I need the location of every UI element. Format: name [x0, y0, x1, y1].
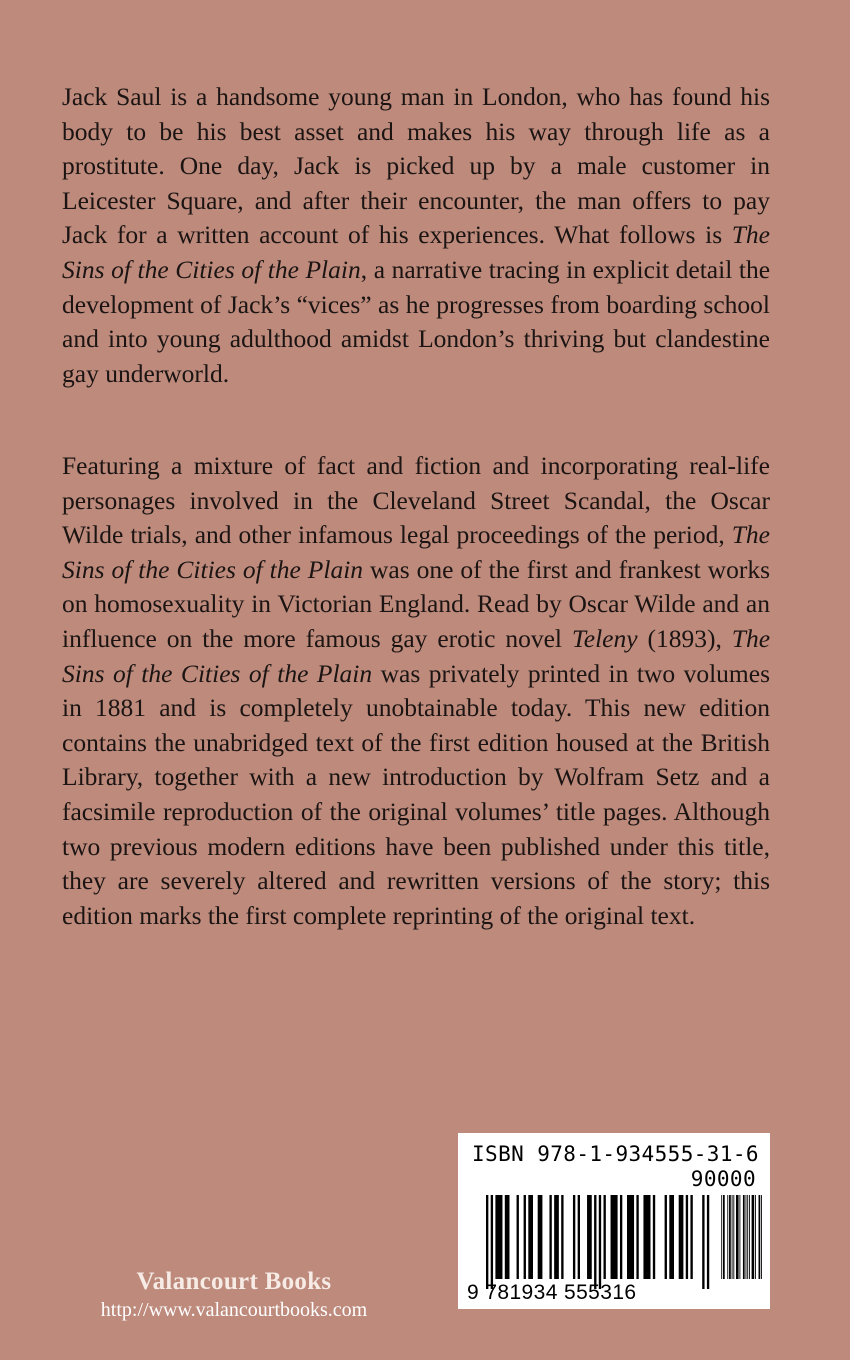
ean-digits: 9 781934 555316 [467, 1281, 637, 1304]
price-barcode-bar [755, 1195, 756, 1279]
price-barcode-bar [759, 1195, 761, 1279]
barcode-bar [627, 1195, 634, 1279]
barcode-bar [538, 1195, 543, 1279]
barcode-bar [604, 1195, 606, 1279]
barcode-bar [505, 1195, 510, 1279]
publisher-block [62, 1267, 406, 1323]
price-barcode-bar [732, 1195, 733, 1279]
price-barcode-bar [739, 1195, 740, 1279]
paragraph-1-text-b: , a narrative tracing in explicit detail the development of Jack’s “vices” as he progresses from boarding school and into young adulthood amidst London’s thriving but clandestine gay underworld. [62, 254, 771, 388]
barcode-bar [554, 1195, 559, 1279]
book-title-italic: The Sins of the Cities of the Plain [62, 520, 770, 584]
price-barcode-bar [733, 1195, 734, 1279]
description-paragraph-2 [62, 449, 770, 933]
barcode-bar [573, 1195, 575, 1279]
barcode-bar [643, 1195, 650, 1279]
publisher-url[interactable]: http://www.valancourtbooks.com [100, 1299, 368, 1321]
publisher-name: Valancourt Books [136, 1268, 332, 1295]
barcode-bar [653, 1195, 655, 1279]
price-barcode-bar [761, 1195, 762, 1279]
price-barcode-bar [729, 1195, 731, 1279]
price-barcode-bar [749, 1195, 750, 1279]
isbn-barcode-box [458, 1133, 770, 1309]
barcode-bar [517, 1195, 519, 1279]
price-barcode-bar [721, 1195, 722, 1279]
barcode-bar [669, 1195, 674, 1279]
barcode-bar [686, 1195, 688, 1279]
barcode-bar [524, 1195, 526, 1279]
barcode-bar [578, 1195, 580, 1279]
barcode-bar [690, 1195, 692, 1279]
paragraph-2-text-b: was one of the first and frankest works on homosexuality in Victorian England. Read by Oscar Wilde and an influence on the more famous gay erotic novel [62, 554, 771, 653]
paragraph-2-text-c: (1893), [637, 623, 732, 653]
barcode-bar [549, 1195, 551, 1279]
isbn-label: ISBN 978-1-934555-31-6 [472, 1142, 759, 1166]
barcode-bar [707, 1195, 709, 1289]
price-barcode-bar [752, 1195, 755, 1279]
book-title-italic: The Sins of the Cities of the Plain [62, 220, 770, 284]
price-barcode-bar [736, 1195, 739, 1279]
price-code: 90000 [690, 1167, 756, 1191]
barcode-bar [587, 1195, 592, 1279]
barcode-bar [702, 1195, 704, 1289]
price-barcode-bar [727, 1195, 728, 1279]
book-title-italic: The Sins of the Cities of the Plain [62, 623, 771, 688]
barcode-bar [486, 1195, 488, 1289]
barcode-bar [611, 1195, 618, 1279]
barcode-bar [528, 1195, 533, 1279]
paragraph-2-text-d: was privately printed in two volumes in 1881 and is completely unobtainable today. This new edition contains the unabridged text of the first edition housed at the British Library, together with a new introduction by Wolfram Setz and a facsimile reproduction of the original volumes’ title pages. Although two previous modern editions have been published under this title, they are severely altered and rewritten versions of the story; this edition marks the first complete reprinting of the original text. [62, 658, 770, 930]
price-barcode-bar [747, 1195, 748, 1279]
barcode-bar [636, 1195, 638, 1279]
barcode-bar [594, 1195, 596, 1289]
description-paragraph-1 [62, 80, 770, 391]
barcode-bar [491, 1195, 493, 1289]
barcode-bar [679, 1195, 684, 1279]
barcode-bar [599, 1195, 601, 1289]
price-barcode-bar [723, 1195, 725, 1279]
barcode-bar [561, 1195, 563, 1279]
barcode-bar [495, 1195, 502, 1279]
price-barcode-bar [743, 1195, 745, 1279]
barcode-bar [665, 1195, 667, 1279]
paragraph-2-text-a: Featuring a mixture of fact and fiction and incorporating real-life personages involved in the Cleveland Street Scandal, the Oscar Wilde trials, and other infamous legal proceedings of the period, [62, 451, 770, 550]
barcode-bar [620, 1195, 622, 1279]
teleny-title-italic: Teleny [571, 623, 638, 653]
price-barcode-bar [746, 1195, 747, 1279]
paragraph-1-text-a: Jack Saul is a handsome young man in London, who has found his body to be his best asset and makes his way through life as a prostitute. One day, Jack is picked up by a male customer in Leicester Square, and after their encounter, the man offers to pay Jack for a written account of his experiences. What follows is [62, 82, 770, 250]
